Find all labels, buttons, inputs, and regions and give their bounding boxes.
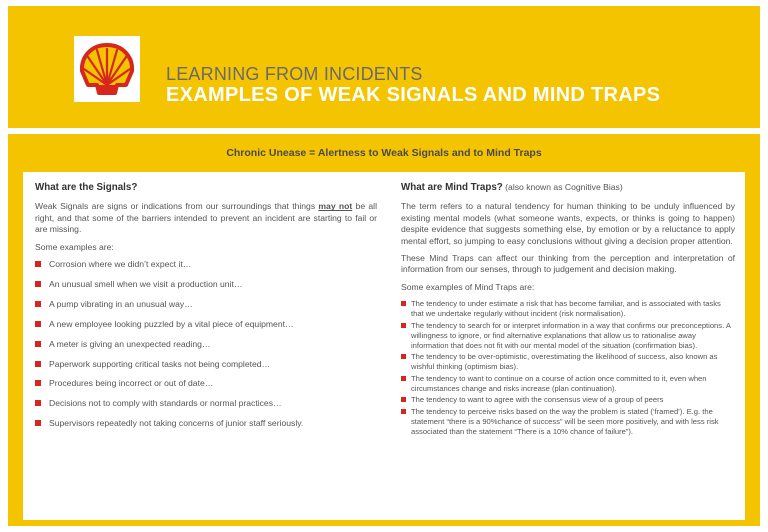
mind-trap-item: The tendency to want to continue on a course of action once committed to it, even when circumstances change and risks increase (plan continuation).: [401, 374, 735, 394]
signal-item: A pump vibrating in an unusual way…: [35, 299, 377, 310]
signals-intro-emphasis: may not: [318, 201, 353, 212]
mind-trap-item: The tendency to under estimate a risk that has become familiar, and is associated with tasks that we undertake regularly without incident (risk normalisation).: [401, 299, 735, 319]
signal-item: A meter is giving an unexpected reading…: [35, 339, 377, 350]
mind-traps-definition: The term refers to a natural tendency for human thinking to be unduly influenced by existing mental models (what someone wants, expects, or thinks is going to happen) despite evidence that suggests something else, by emotion or by a reluctance to apply mental effort, so jumping to easy conclusions without giving a decision proper attention.: [401, 201, 735, 246]
signal-item: Decisions not to comply with standards or normal practices…: [35, 398, 377, 409]
shell-pecten-icon: [77, 41, 137, 97]
mind-traps-heading-text: What are Mind Traps?: [401, 182, 503, 193]
header-subtitle: LEARNING FROM INCIDENTS: [166, 64, 423, 84]
mind-traps-heading: [401, 182, 735, 193]
signal-item: Supervisors repeatedly not taking concerns of junior staff seriously.: [35, 418, 377, 429]
tagline: Chronic Unease = Alertness to Weak Signals and to Mind Traps: [226, 147, 542, 159]
mind-trap-item: The tendency to want to agree with the consensus view of a group of peers: [401, 395, 735, 405]
signals-column: [35, 182, 377, 438]
signal-item: Procedures being incorrect or out of date…: [35, 378, 377, 389]
header-banner: [8, 6, 760, 128]
signals-intro: [35, 201, 377, 235]
signal-item: An unusual smell when we visit a production unit…: [35, 279, 377, 290]
mind-traps-heading-aside: (also known as Cognitive Bias): [502, 182, 623, 192]
page-title: EXAMPLES OF WEAK SIGNALS AND MIND TRAPS: [166, 84, 661, 106]
mind-trap-item: The tendency to be over-optimistic, overestimating the likelihood of success, also known as wishful thinking (optimism bias).: [401, 352, 735, 372]
signal-item: A new employee looking puzzled by a vital piece of equipment…: [35, 319, 377, 330]
mind-trap-item: The tendency to perceive risks based on the way the problem is stated (‘framed’). E.g. the statement “there is a 90%chance of success” will be seen more positively, and with less risk associated than the statement “There is a 10% chance of failure”).: [401, 407, 735, 437]
signals-examples-label: Some examples are:: [35, 241, 114, 252]
shell-logo: [74, 36, 140, 102]
signals-heading: What are the Signals?: [35, 182, 138, 193]
signals-intro-start: Weak Signals are signs or indications from our surroundings that things: [35, 201, 319, 212]
mind-traps-examples-label: Some examples of Mind Traps are:: [401, 281, 535, 292]
content-panel: [23, 172, 745, 520]
mind-trap-item: The tendency to search for or interpret information in a way that confirms our preconceptions. A willingness to ignore, or find alternative explanations that allow us to rationalise away information that does not fit with our mental model of the situation (confirmation bias).: [401, 321, 735, 351]
content-frame: [8, 134, 760, 526]
signal-item: Paperwork supporting critical tasks not being completed…: [35, 359, 377, 370]
signals-list: [35, 259, 377, 430]
mind-traps-list: [401, 299, 735, 437]
mind-traps-column: [401, 182, 735, 438]
signal-item: Corrosion where we didn’t expect it…: [35, 259, 377, 270]
mind-traps-effect: These Mind Traps can affect our thinking from the perception and interpretation of information from our senses, through to judgement and decision making.: [401, 253, 735, 275]
signals-intro-end: be all right, and that some of the barriers intended to prevent an incident are starting to fail or are missing.: [35, 201, 377, 235]
